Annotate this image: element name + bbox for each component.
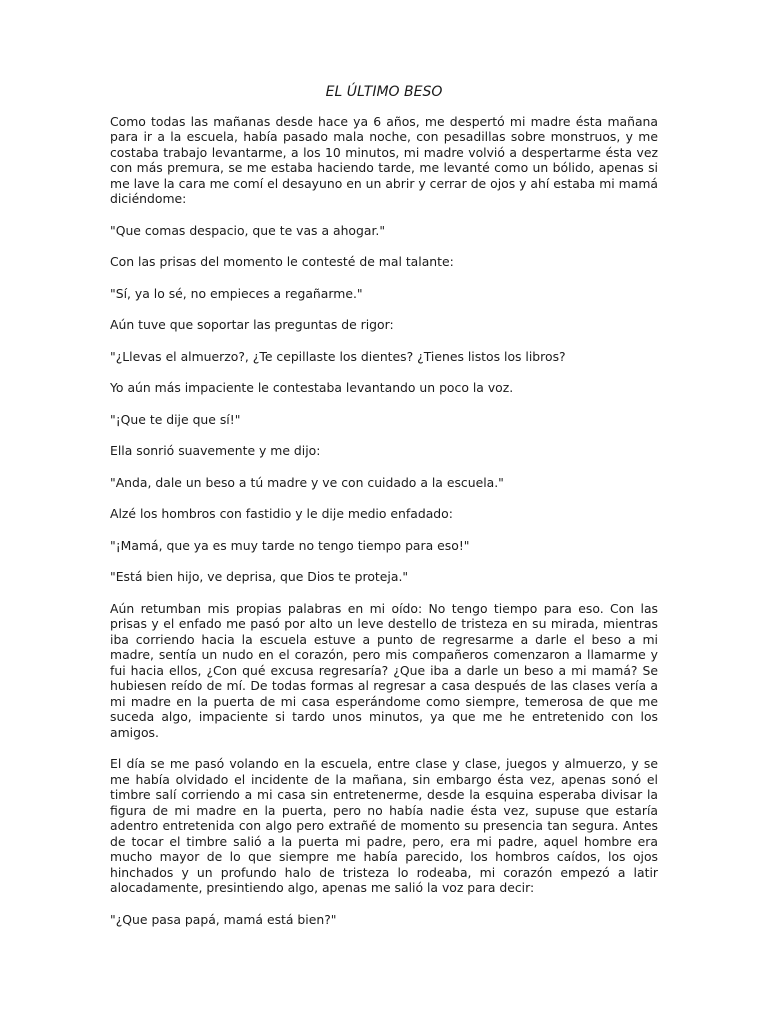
paragraph: "Está bien hijo, ve deprisa, que Dios te proteja." xyxy=(110,569,409,584)
paragraph: "¡Que te dije que sí!" xyxy=(110,411,241,427)
paragraph: Con las prisas del momento le contesté de mal talante: xyxy=(110,254,454,269)
paragraph: Ella sonrió suavemente y me dijo: xyxy=(110,443,321,458)
paragraph: El día se me pasó volando en la escuela, entre clase y clase, juegos y almuerzo, y se me había olvidado el incidente de la mañana, sin embargo ésta vez, apenas sonó el timbre salí corriendo a mi casa sin entretenerme, desde la esquina esperaba divisar la figura de mi madre en la puerta, pero no había nadie ésta vez, supuse que estaría adentro entretenida con algo pero extrañé de momento su presencia tan segura. Antes de tocar el timbre salió a la puerta mi padre, pero, era mi padre, aquel hombre era mucho mayor de lo que siempre me había parecido, los hombros caídos, los ojos hinchados y un profundo halo de tristeza lo rodeaba, mi corazón empezó a latir alocadamente, presintiendo algo, apenas me salió la voz para decir: xyxy=(110,756,658,895)
paragraph: Yo aún más impaciente le contestaba levantando un poco la voz. xyxy=(110,380,514,395)
paragraph: Alzé los hombros con fastidio y le dije medio enfadado: xyxy=(110,506,453,521)
paragraph: "¿Llevas el almuerzo?, ¿Te cepillaste los dientes? ¿Tienes listos los libros? xyxy=(110,348,566,364)
document-body xyxy=(110,114,658,928)
document-page xyxy=(110,85,658,943)
paragraph: "Anda, dale un beso a tú madre y ve con cuidado a la escuela." xyxy=(110,474,504,490)
paragraph: Aún retumban mis propias palabras en mi oído: No tengo tiempo para eso. Con las prisas y el enfado me pasó por alto un leve destello de tristeza en su mirada, mientras iba corriendo hacia la escuela estuve a punto de regresarme a darle el beso a mi madre, sentía un nudo en el corazón, pero mis compañeros comenzaron a llamarme y fui hacia ellos, ¿Con qué excusa regresaría? ¿Que iba a darle un beso a mi mamá? Se hubiesen reído de mí. De todas formas al regresar a casa después de las clases vería a mi madre en la puerta de mi casa esperándome como siempre, temerosa de que me suceda algo, impaciente si tardo unos minutos, ya que me he entretenido con los amigos. xyxy=(110,600,658,740)
paragraph: "¡Mamá, que ya es muy tarde no tengo tiempo para eso!" xyxy=(110,537,470,553)
paragraph: "Sí, ya lo sé, no empieces a regañarme." xyxy=(110,285,363,301)
paragraph: "¿Que pasa papá, mamá está bien?" xyxy=(110,911,337,927)
document-title: EL ÚLTIMO BESO xyxy=(325,84,443,100)
paragraph: "Que comas despacio, que te vas a ahogar." xyxy=(110,222,386,238)
paragraph: Como todas las mañanas desde hace ya 6 años, me despertó mi madre ésta mañana para ir a la escuela, había pasado mala noche, con pesadillas sobre monstruos, y me costaba trabajo levantarme, a los 10 minutos, mi madre volvió a despertarme ésta vez con más premura, se me estaba haciendo tarde, me levanté como un bólido, apenas si me lave la cara me comí el desayuno en un abrir y cerrar de ojos y ahí estaba mi mamá diciéndome: xyxy=(110,113,658,206)
paragraph: Aún tuve que soportar las preguntas de rigor: xyxy=(110,317,394,332)
